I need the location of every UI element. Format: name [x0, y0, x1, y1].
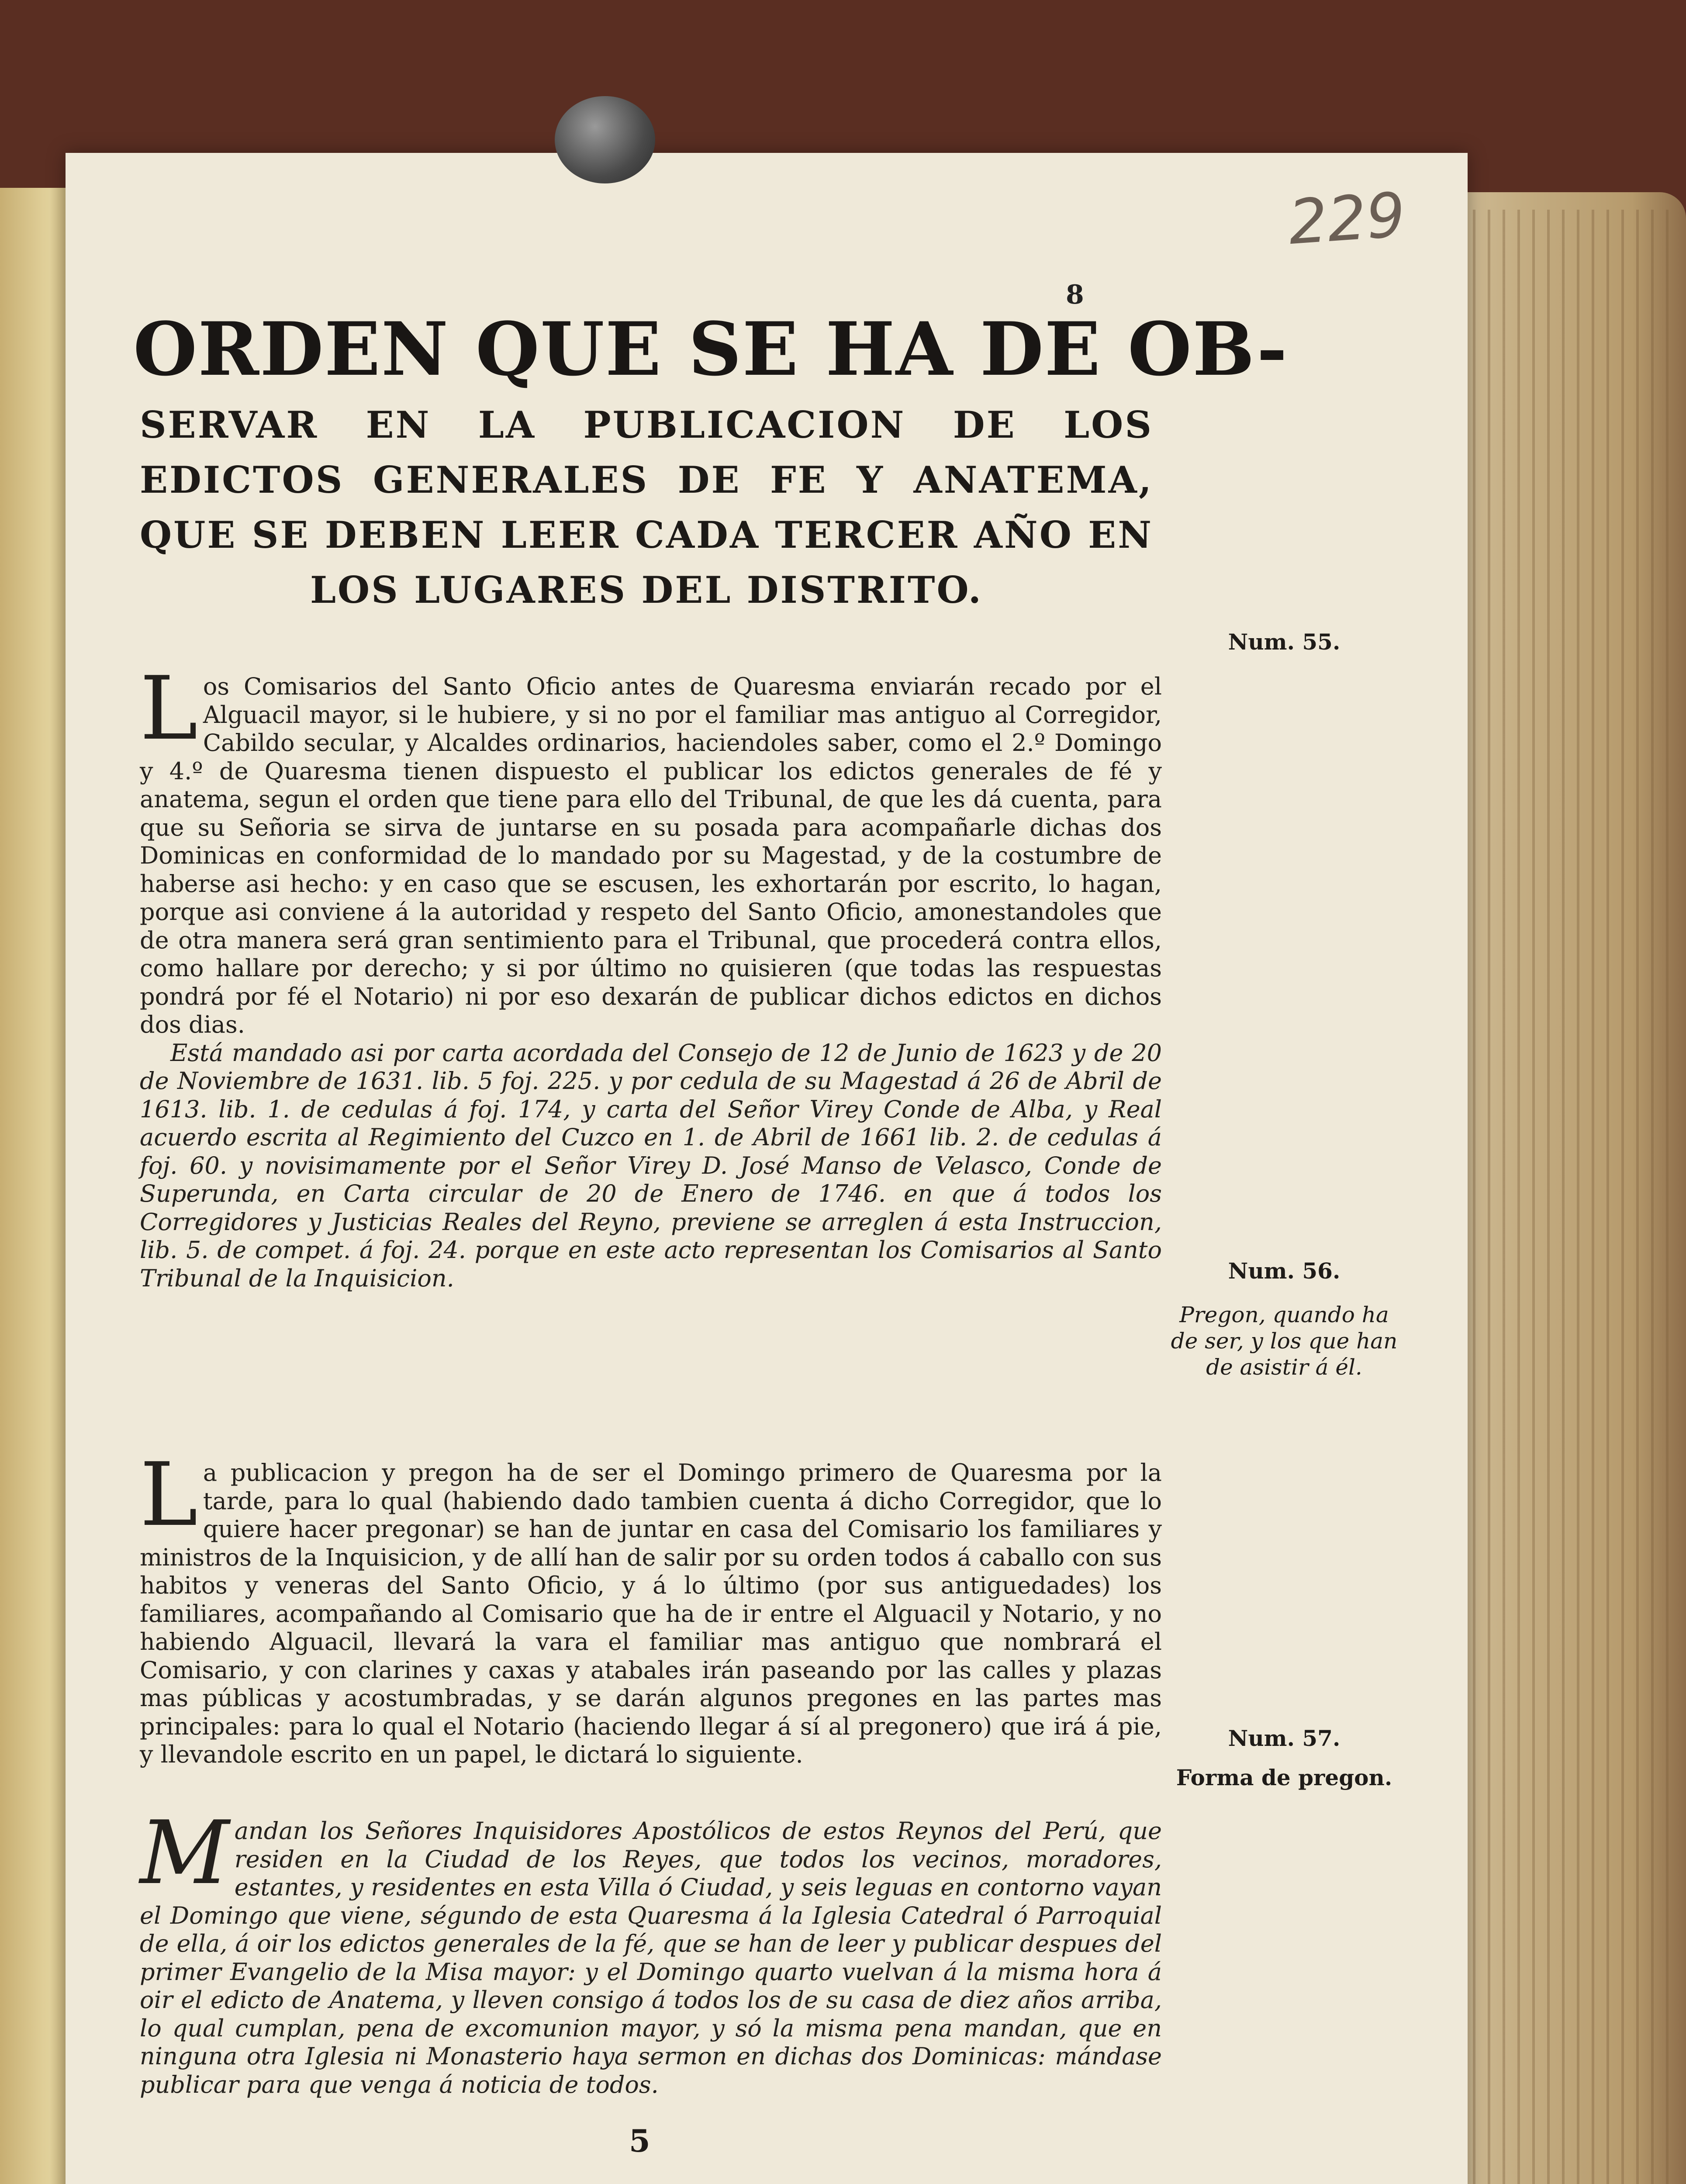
binding-clip-top — [555, 96, 655, 183]
margin-note-num-55: Num. 55. — [1228, 629, 1341, 655]
margin-note-num-56: Num. 56. — [1228, 1258, 1341, 1284]
paragraph-text: andan los Señores Inquisidores Apostólicos de estos Reynos del Perú, que residen en la Ciudad de los Reyes, que todos los vecinos, moradores, estantes, y residentes en esta Villa ó Ciudad, y seis leguas en contorno vayan el Domingo que viene, ségundo de esta Quaresma á la Iglesia Catedral ó Parroquial de ella, á oir los edictos generales de la fé, que se han de leer y publicar despues del primer Evangelio de la Misa mayor: y el Domingo quarto vuelvan á la misma hora á oir el edicto de Anatema, y lleven consigo á todos los de su casa de diez años arriba, lo qual cumplan, pena de excomunion mayor, y só la misma pena mandan, que en ninguna otra Iglesia ni Monasterio haya sermon en dichas dos Dominicas: mándase publicar para que venga á noticia de todos. — [140, 1817, 1162, 2098]
paragraph-text: os Comisarios del Santo Oficio antes de Quaresma enviarán recado por el Alguacil mayor, si le hubiere, y si no por el familiar mas antiguo al Corregidor, Cabildo secular, y Alcaldes ordinarios, haciendoles saber, como el 2.º Domingo y 4.º de Quaresma tienen dispuesto el publicar los edictos generales de fé y anatema, segun el orden que tiene para ello del Tribunal, de que les dá cuenta, para que su Señoria se sirva de juntarse en su posada para acompañarle dichas dos Dominicas en conformidad de lo mandado por su Magestad, y de la costumbre de haberse asi hecho: y en caso que se escusen, les exhortarán por escrito, lo hagan, porque asi conviene á la autoridad y respeto del Santo Oficio, amonestandoles que de otra manera será gran sentimiento para el Tribunal, que procederá contra ellos, como hallare por derecho; y si por último no quisieren (que todas las respuestas pondrá por fé el Notario) ni por eso dexarán de publicar dichos edictos en dichos dos dias. — [140, 673, 1162, 1038]
page-title: ORDEN QUE SE HA DE OB- — [133, 306, 1288, 392]
signature-mark: 8 — [1066, 280, 1084, 310]
margin-note-pregon: Pregon, quando ha de ser, y los que han de asistir á él. — [1171, 1302, 1398, 1380]
margin-note-forma-pregon: Forma de pregon. — [1176, 1765, 1392, 1790]
dropcap-l: L — [140, 658, 198, 760]
paragraph-text: a publicacion y pregon ha de ser el Domingo primero de Quaresma por la tarde, para lo qual (habiendo dado tambien cuenta á dicho Corregidor, que lo quiere hacer pregonar) se han de juntar en casa del Comisario los familiares y ministros de la Inquisicion, y de allí han de salir por su orden todos á caballo con sus habitos y veneras del Santo Oficio, y á lo último (por sus antiguedades) los familiares, acompañando al Comisario que ha de ir entre el Alguacil y Notario, y no habiendo Alguacil, llevará la vara el familiar mas antiguo que nombrará el Comisario, y con clarines y caxas y atabales irán paseando por las calles y plazas mas públicas y acostumbradas, y se darán algunos pregones en las partes mas principales: para lo qual el Notario (haciendo llegar á sí al pregonero) que irá á pie, y llevandole escrito en un papel, le dictará lo siguiente. — [140, 1459, 1162, 1768]
paragraph-mandan — [140, 1802, 1162, 2099]
document-page — [66, 153, 1468, 2184]
paragraph-publicacion — [140, 1444, 1162, 1769]
page-number: 5 — [629, 2123, 650, 2159]
dropcap-l: L — [140, 1444, 198, 1546]
legal-reference-note: Está mandado asi por carta acordada del Consejo de 12 de Junio de 1623 y de 20 de Noviembre de 1631. lib. 5 foj. 225. y por cedula de su Magestad á 26 de Abril de 1613. lib. 1. de cedulas á foj. 174, y carta del Señor Virey Conde de Alba, y Real acuerdo escrita al Regimiento del Cuzco en 1. de Abril de 1661 lib. 2. de cedulas á foj. 60. y novisimamente por el Señor Virey D. José Manso de Velasco, Conde de Superunda, en Carta circular de 20 de Enero de 1746. en que á todos los Corregidores y Justicias Reales del Reyno, previene se arreglen á esta Instruccion, lib. 5. de compet. á foj. 24. porque en este acto representan los Comisarios al Santo Tribunal de la Inquisicion. — [140, 1039, 1162, 1292]
paragraph-comisarios — [140, 658, 1162, 1292]
page-subtitle: SERVAR EN LA PUBLICACION DE LOS EDICTOS GENERALES DE FE Y ANATEMA, QUE SE DEBEN LEER CADA TERCER AÑO EN LOS LUGARES DEL DISTRITO. — [140, 403, 1153, 612]
handwritten-folio-number: 229 — [1286, 179, 1408, 259]
dropcap-m: M — [140, 1802, 229, 1904]
margin-note-num-57: Num. 57. — [1228, 1725, 1341, 1751]
